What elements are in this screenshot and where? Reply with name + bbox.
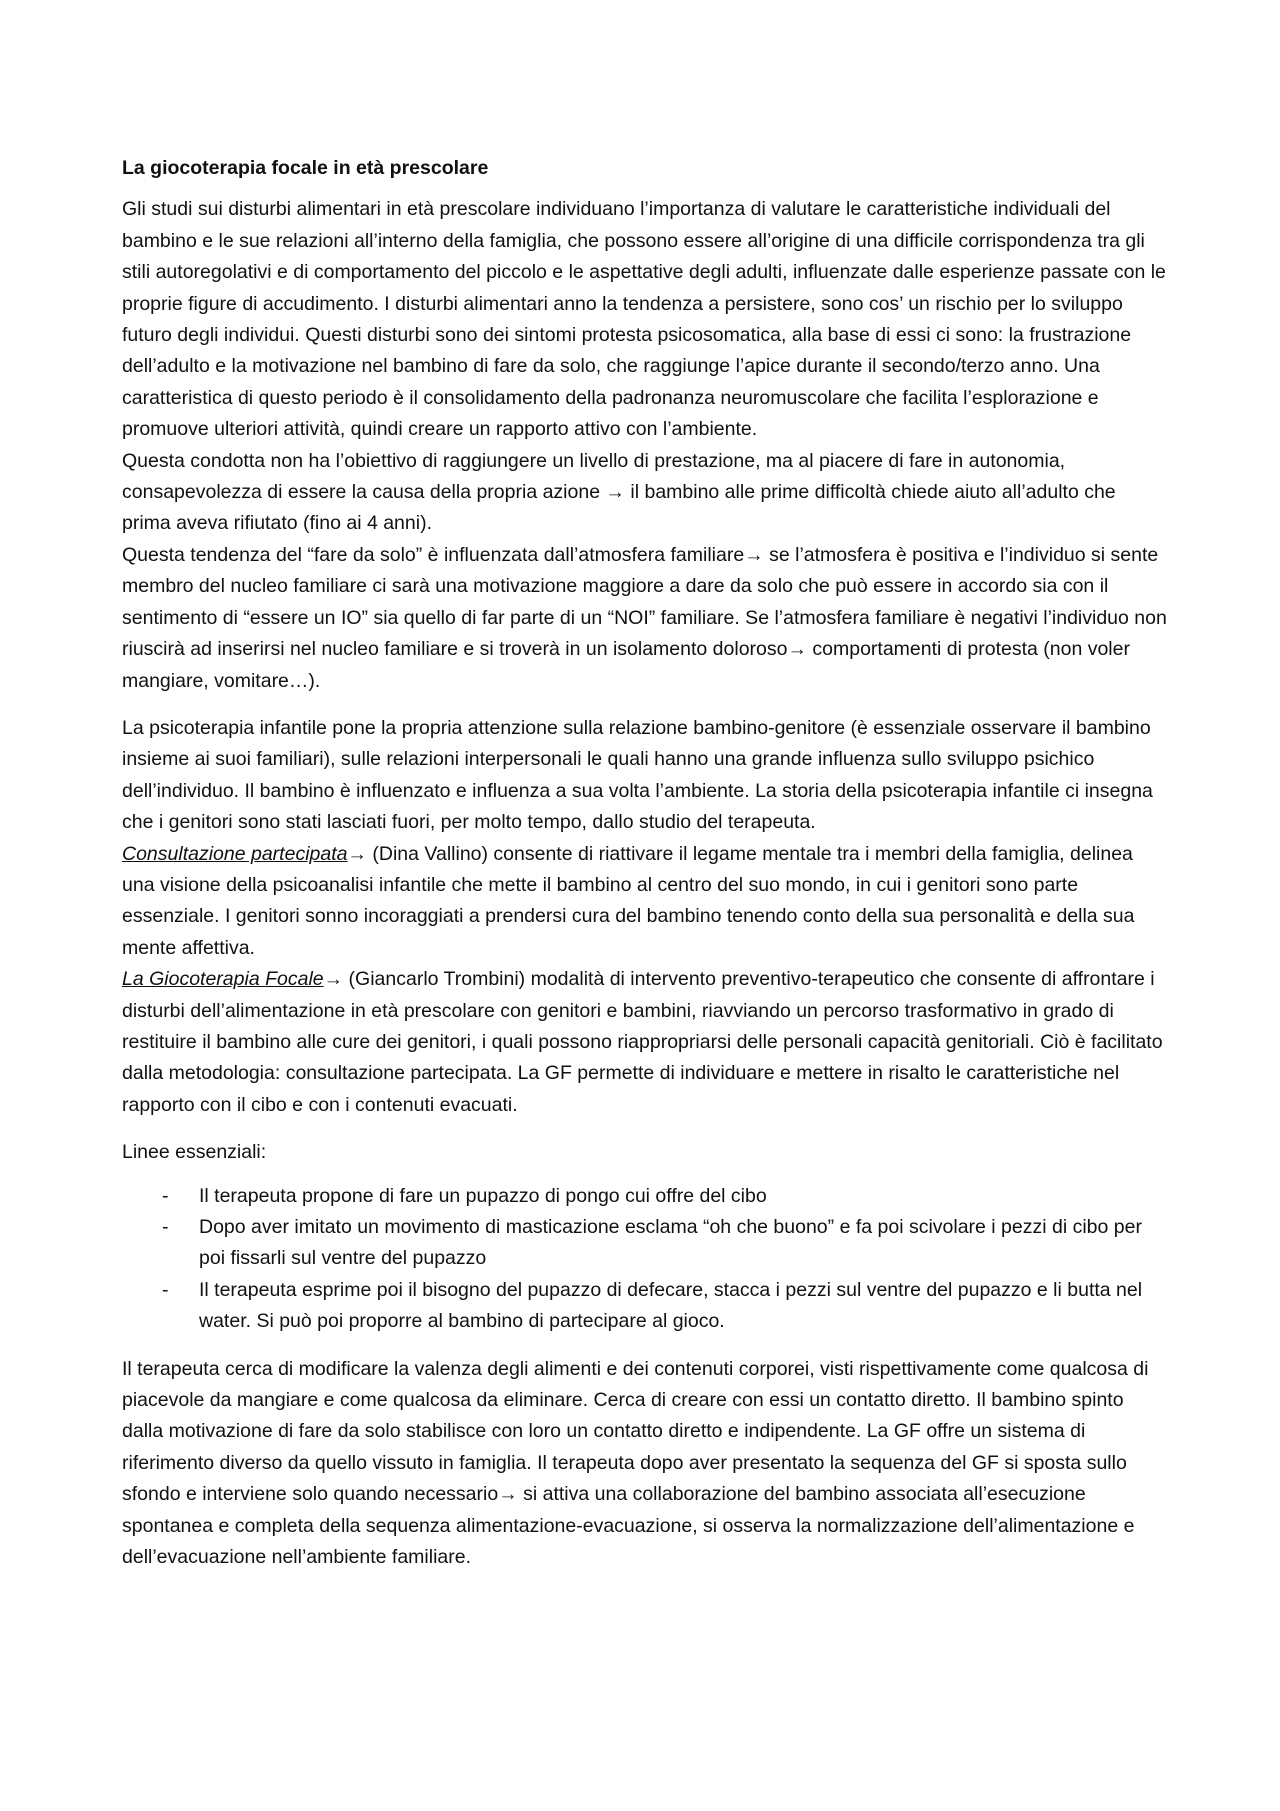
closing-paragraph-start: Il terapeuta cerca di modificare la valenza degli alimenti e dei contenuti corporei, visti rispettivamente come qualcosa di piacevole da mangiare e come qualcosa da eliminare. Cerca di creare con essi un contatto diretto. Il bambino spinto dalla motivazione di fare da solo stabilisce con loro un contatto diretto e indipendente. La GF offre un sistema di riferimento diverso da quello vissuto in famiglia. Il terapeuta dopo aver presentato la sequenza del GF si sposta sullo sfondo e interviene solo quando necessario — [122, 1357, 1149, 1506]
list-item — [122, 1275, 1168, 1338]
list-item-text: Il terapeuta propone di fare un pupazzo di pongo cui offre del cibo — [199, 1184, 767, 1207]
arrow-icon: → — [605, 481, 625, 504]
arrow-icon: → — [787, 638, 807, 661]
document-title: La giocoterapia focale in età prescolare — [122, 157, 489, 179]
consultazione-term: Consultazione partecipata — [122, 842, 348, 865]
intro-paragraph-3-middle: se l’atmosfera è positiva e l’individuo si sente membro del nucleo familiare ci sarà una motivazione maggiore a dare da solo che può essere in accordo sia con il sentimento di “essere un IO” sia quello di far parte di un “NOI” familiare. Se l’atmosfera familiare è negativi l’individuo non riuscirà ad inserirsi nel nucleo familiare e si troverà in un isolamento doloroso — [122, 543, 1167, 661]
list-item — [122, 1181, 1168, 1212]
giocoterapia-text: (Giancarlo Trombini) modalità di intervento preventivo-terapeutico che consente di affrontare i disturbi dell’alimentazione in età prescolare con genitori e bambini, riavviando un percorso trasformativo in grado di restituire il bambino alle cure dei genitori, i quali possono riappropriarsi delle personali capacità genitoriali. Ciò è facilitato dalla metodologia: consultazione partecipata. La GF permette di individuare e mettere in risalto le caratteristiche nel rapporto con il cibo e con i contenuti evacuati. — [122, 968, 1163, 1116]
intro-paragraph-2-end: il bambino alle prime difficoltà chiede aiuto all’adulto che prima aveva rifiutato (fino ai 4 anni). — [122, 481, 1116, 535]
arrow-icon: → — [744, 543, 764, 566]
linee-heading: Linee essenziali: — [122, 1141, 267, 1164]
intro-paragraph-3 — [122, 540, 1168, 697]
dash-bullet: - — [162, 1216, 169, 1238]
dash-bullet: - — [162, 1278, 169, 1301]
list-item-text: Dopo aver imitato un movimento di masticazione esclama “oh che buono” e fa poi scivolare i pezzi di cibo per poi fissarli sul ventre del pupazzo — [199, 1216, 1142, 1270]
intro-paragraph-1: Gli studi sui disturbi alimentari in età prescolare individuano l’importanza di valutare le caratteristiche individuali del bambino e le sue relazioni all’interno della famiglia, che possono essere all’origine di una difficile corrispondenza tra gli stili autoregolativi e di comportamento del piccolo e le aspettative degli adulti, influenzate dalle esperienze passate con le proprie figure di accudimento. I disturbi alimentari anno la tendenza a persistere, sono cos’ un rischio per lo sviluppo futuro degli individui. Questi disturbi sono dei sintomi protesta psicosomatica, alla base di essi ci sono: la frustrazione dell’adulto e la motivazione nel bambino di fare da solo, che raggiunge l’apice durante il secondo/terzo anno. Una caratteristica di questo periodo è il consolidamento della padronanza neuromuscolare che facilita l’esplorazione e promuove ulteriori attività, quindi creare un rapporto attivo con l’ambiente. — [122, 198, 1166, 441]
arrow-icon: → — [323, 968, 344, 991]
intro-paragraph-2-start: Questa condotta non ha l’obiettivo di raggiungere un livello di prestazione, ma al piacere di fare in autonomia, consapevolezza di essere la causa della propria azione — [122, 449, 1066, 504]
closing-paragraph-end: si attiva una collaborazione del bambino associata all’esecuzione spontanea e completa della sequenza alimentazione-evacuazione, si osserva la normalizzazione dell’alimentazione e dell’evacuazione nell’ambiente familiare. — [122, 1483, 1135, 1569]
consultazione-text: (Dina Vallino) consente di riattivare il legame mentale tra i membri della famiglia, delinea una visione della psicoanalisi infantile che mette il bambino al centro del suo mondo, in cui i genitori sono parte essenziale. I genitori sonno incoraggiati a prendersi cura del bambino tenendo conto della sua personalità e della sua mente affettiva. — [122, 842, 1135, 959]
intro-paragraph-3-start: Questa tendenza del “fare da solo” è influenzata dall’atmosfera familiare — [122, 543, 745, 566]
intro-paragraph-2 — [122, 446, 1168, 540]
linee-list — [122, 1181, 1168, 1338]
consultazione-paragraph — [122, 839, 1168, 965]
dash-bullet: - — [162, 1184, 169, 1207]
intro-paragraph-3-end: comportamenti di protesta (non voler mangiare, vomitare…). — [122, 638, 1130, 692]
list-item — [122, 1212, 1168, 1275]
psicoterapia-paragraph: La psicoterapia infantile pone la propria attenzione sulla relazione bambino-genitore (è essenziale osservare il bambino insieme ai suoi familiari), sulle relazioni interpersonali le quali hanno una grande influenza sullo sviluppo psichico dell’individuo. Il bambino è influenzato e influenza a sua volta l’ambiente. La storia della psicoterapia infantile ci insegna che i genitori sono stati lasciati fuori, per molto tempo, dallo studio del terapeuta. — [122, 716, 1153, 834]
document-page — [122, 153, 1168, 1573]
closing-paragraph — [122, 1354, 1168, 1574]
giocoterapia-term: La Giocoterapia Focale — [122, 968, 324, 991]
list-item-text: Il terapeuta esprime poi il bisogno del pupazzo di defecare, stacca i pezzi sul ventre del pupazzo e li butta nel water. Si può poi proporre al bambino di partecipare al gioco. — [199, 1278, 1143, 1333]
giocoterapia-paragraph — [122, 964, 1168, 1121]
arrow-icon: → — [347, 842, 367, 865]
arrow-icon: → — [498, 1483, 518, 1506]
